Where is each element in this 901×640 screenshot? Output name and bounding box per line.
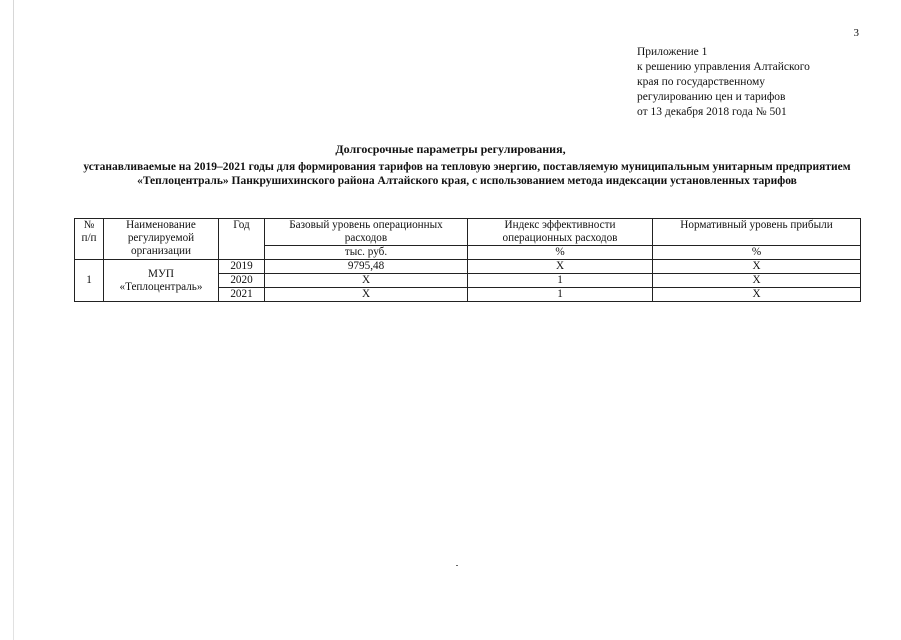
table-header-row — [75, 219, 861, 246]
unit-profit-level: % — [653, 246, 861, 260]
header-base-level: Базовый уровень операционных расходов — [265, 219, 468, 246]
appendix-line: от 13 декабря 2018 года № 501 — [637, 106, 787, 118]
table-body — [75, 260, 861, 302]
header-year: Год — [219, 219, 265, 260]
cell-efficiency-index: 1 — [468, 274, 653, 288]
header-num: № п/п — [75, 219, 104, 260]
table-row — [75, 260, 861, 274]
unit-base-level: тыс. руб. — [265, 246, 468, 260]
cell-base-level: X — [265, 274, 468, 288]
header-efficiency-index: Индекс эффективности операционных расходов — [468, 219, 653, 246]
document-subtitle: устанавливаемые на 2019–2021 годы для формирования тарифов на тепловую энергию, поставляемую муниципальным унитарным предприятием «Теплоцентраль» Панкрушихинского района Алтайского края, с использованием метода индексации установленных тарифов — [83, 161, 851, 187]
appendix-line: к решению управления Алтайского — [637, 61, 810, 73]
cell-year: 2019 — [219, 260, 265, 274]
cell-year: 2020 — [219, 274, 265, 288]
parameters-table — [74, 218, 861, 302]
appendix-line: края по государственному — [637, 76, 765, 88]
cell-base-level: 9795,48 — [265, 260, 468, 274]
scan-speck — [456, 565, 458, 566]
cell-row-number: 1 — [75, 260, 104, 302]
appendix-line: Приложение 1 — [637, 46, 708, 58]
unit-efficiency-index: % — [468, 246, 653, 260]
cell-efficiency-index: X — [468, 260, 653, 274]
cell-profit-level: X — [653, 260, 861, 274]
cell-base-level: X — [265, 288, 468, 302]
cell-organization-name: МУП «Теплоцентраль» — [104, 260, 219, 302]
cell-year: 2021 — [219, 288, 265, 302]
table-header — [75, 219, 861, 260]
scan-edge-line — [13, 0, 14, 640]
cell-profit-level: X — [653, 274, 861, 288]
header-profit-level: Нормативный уровень прибыли — [653, 219, 861, 246]
appendix-line: регулированию цен и тарифов — [637, 91, 786, 103]
cell-profit-level: X — [653, 288, 861, 302]
cell-efficiency-index: 1 — [468, 288, 653, 302]
page-number: 3 — [853, 27, 859, 39]
appendix-block — [637, 45, 810, 120]
document-title: Долгосрочные параметры регулирования, — [335, 142, 566, 156]
header-organization: Наименование регулируемой организации — [104, 219, 219, 260]
